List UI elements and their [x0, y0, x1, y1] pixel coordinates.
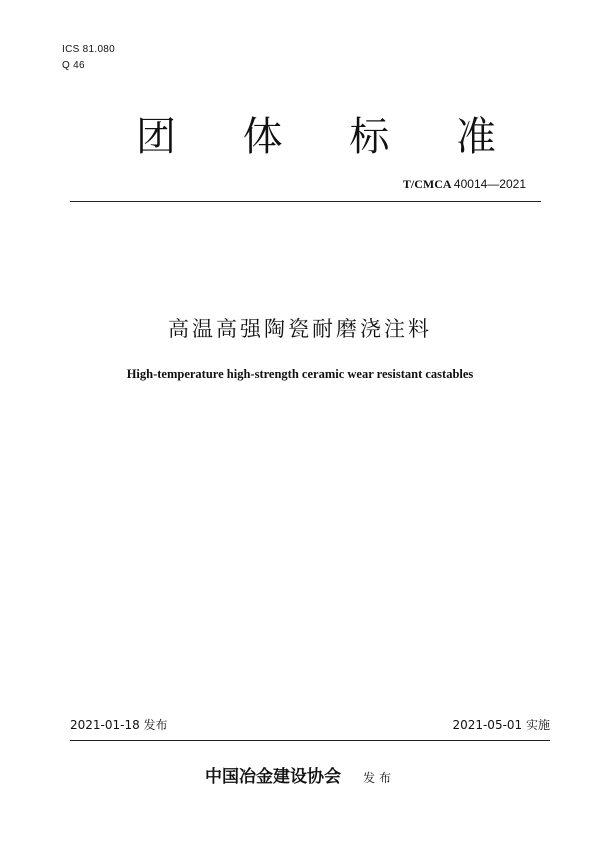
implementation-date: 2021-05-01 实施	[452, 718, 550, 732]
standard-type-char: 团	[136, 114, 176, 160]
standard-number-prefix: T/CMCA	[402, 177, 451, 191]
standard-number	[403, 177, 526, 192]
standard-type-heading	[136, 112, 496, 162]
standard-type-char: 准	[455, 114, 496, 160]
header-divider	[70, 201, 541, 202]
document-title-english: High-temperature high-strength ceramic wear resistant castables	[126, 367, 474, 381]
document-title-chinese: 高温高强陶瓷耐磨浇注料	[168, 317, 432, 341]
standard-type-char: 标	[349, 114, 390, 160]
publisher-suffix: 发布	[362, 771, 395, 785]
issue-date: 2021-01-18 发布	[70, 718, 168, 732]
publisher-name: 中国冶金建设协会	[204, 767, 341, 787]
footer-divider	[70, 740, 550, 741]
publisher-line	[0, 762, 600, 787]
standard-type-char: 体	[242, 114, 283, 160]
ccs-code: Q 46	[62, 60, 85, 71]
ics-code: ICS 81.080	[62, 44, 116, 55]
standard-number-value: 40014—2021	[453, 177, 526, 191]
